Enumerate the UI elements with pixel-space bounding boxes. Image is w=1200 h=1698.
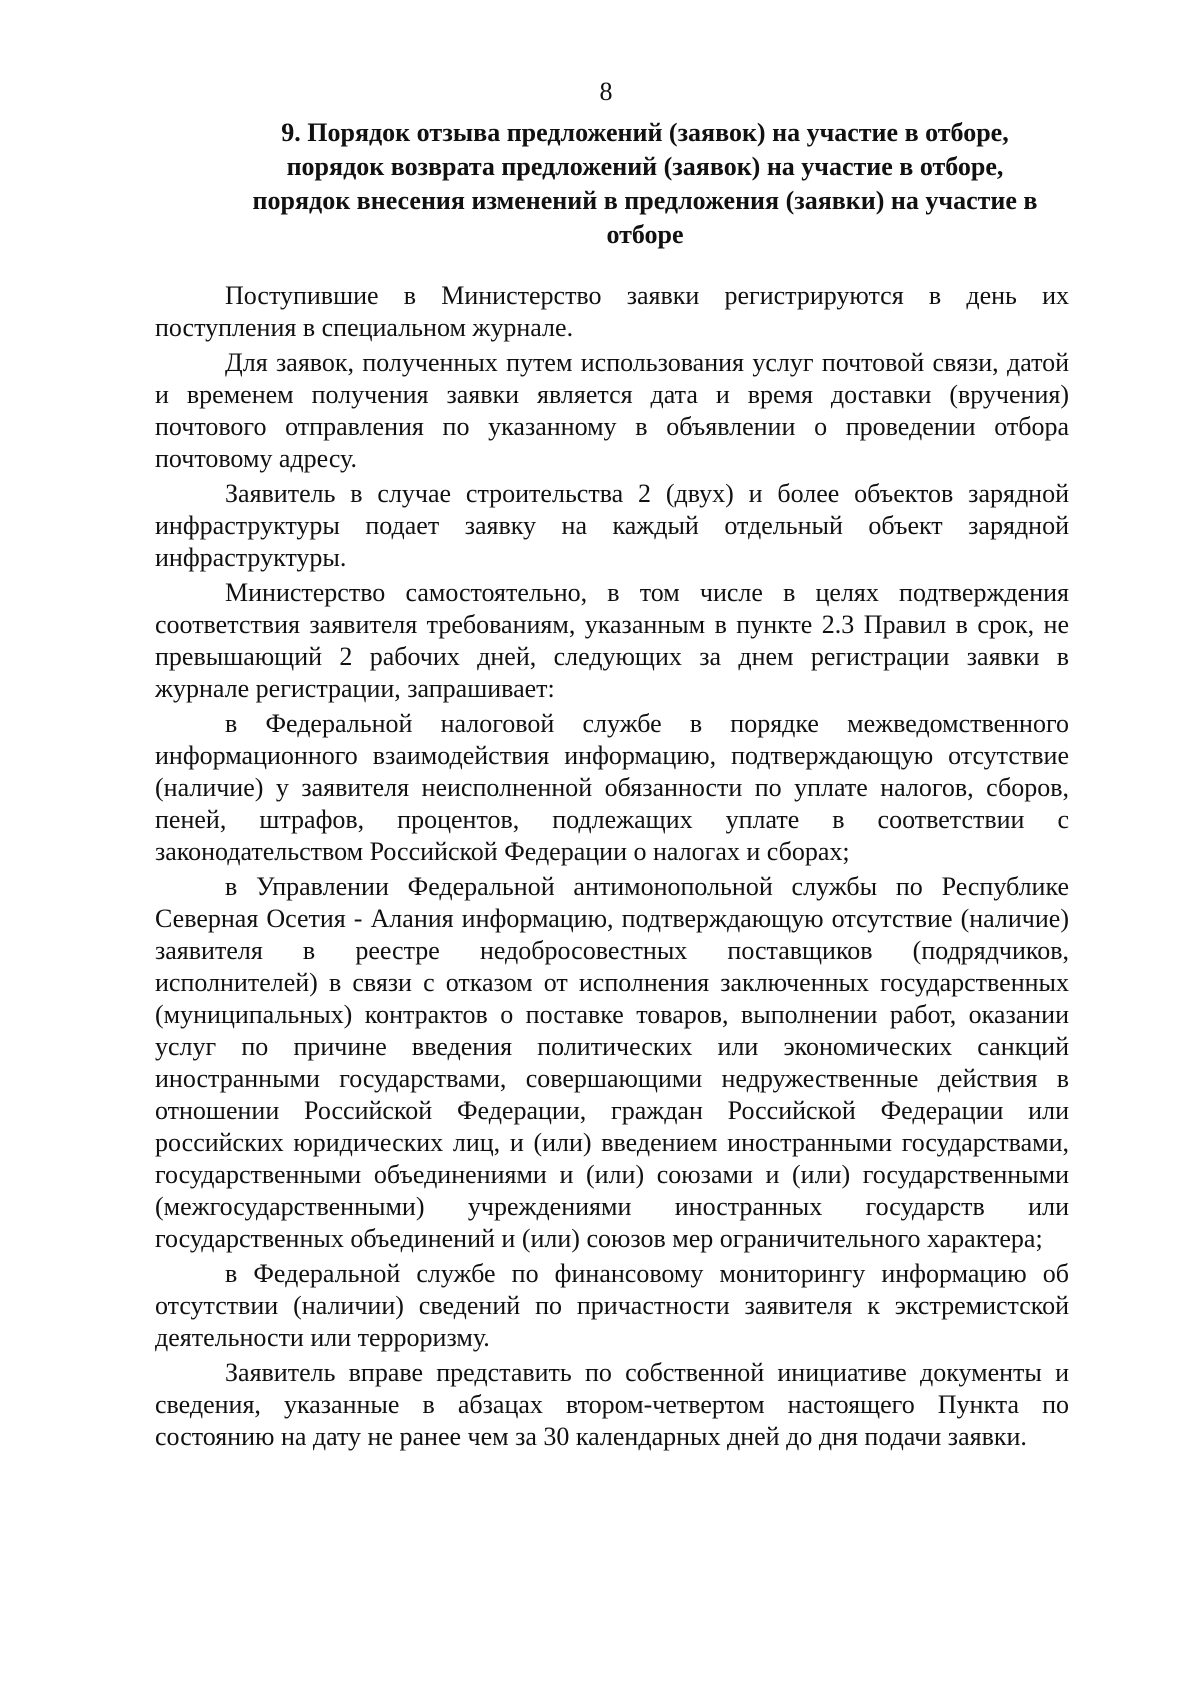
paragraph-registration: Поступившие в Министерство заявки регистрируются в день их поступления в специальном журнале. xyxy=(155,281,1069,342)
paragraph-tax-service: в Федеральной налоговой службе в порядке межведомственного информационного взаимодействия информацию, подтверждающую отсутствие (наличие) у заявителя неисполненной обязанности по уплате налогов, сборов, пеней, штрафов, процентов, подлежащих уплате в соответствии с законодательством Российской Федерации о налогах и сборах; xyxy=(155,709,1069,866)
paragraph-postal-applications: Для заявок, полученных путем использования услуг почтовой связи, датой и временем получения заявки является дата и время доставки (вручения) почтового отправления по указанному в объявлении о проведении отбора почтовому адресу. xyxy=(155,348,1069,473)
paragraph-applicant-documents: Заявитель вправе представить по собственной инициативе документы и сведения, указанные в абзацах втором-четвертом настоящего Пункта по состоянию на дату не ранее чем за 30 календарных дней до дня подачи заявки. xyxy=(155,1358,1069,1451)
paragraph-antimonopoly-service: в Управлении Федеральной антимонопольной службы по Республике Северная Осетия - Алания информацию, подтверждающую отсутствие (наличие) заявителя в реестре недобросовестных поставщиков (подрядчиков, исполнителей) в связи с отказом от исполнения заключенных государственных (муниципальных) контрактов о поставке товаров, выполнении работ, оказании услуг по причине введения политических или экономических санкций иностранными государствами, совершающими недружественные действия в отношении Российской Федерации, граждан Российской Федерации или российских юридических лиц, и (или) введением иностранными государствами, государственными объединениями и (или) союзами и (или) государственными (межгосударственными) учреждениями иностранных государств или государственных объединений и (или) союзов мер ограничительного характера; xyxy=(155,872,1069,1253)
page-number: 8 xyxy=(599,77,613,106)
section-heading: 9. Порядок отзыва предложений (заявок) на участие в отборе, порядок возврата предложений (заявок) на участие в отборе, порядок внесения изменений в предложения (заявки) на участие в отборе xyxy=(252,118,1038,249)
document-body xyxy=(155,280,1069,1456)
paragraph-financial-monitoring: в Федеральной службе по финансовому мониторингу информацию об отсутствии (наличии) сведений по причастности заявителя к экстремистской деятельности или терроризму. xyxy=(155,1259,1069,1352)
paragraph-multiple-objects: Заявитель в случае строительства 2 (двух) и более объектов зарядной инфраструктуры подает заявку на каждый отдельный объект зарядной инфраструктуры. xyxy=(155,479,1069,572)
paragraph-ministry-requests: Министерство самостоятельно, в том числе в целях подтверждения соответствия заявителя требованиям, указанным в пункте 2.3 Правил в срок, не превышающий 2 рабочих дней, следующих за днем регистрации заявки в журнале регистрации, запрашивает: xyxy=(155,578,1069,703)
